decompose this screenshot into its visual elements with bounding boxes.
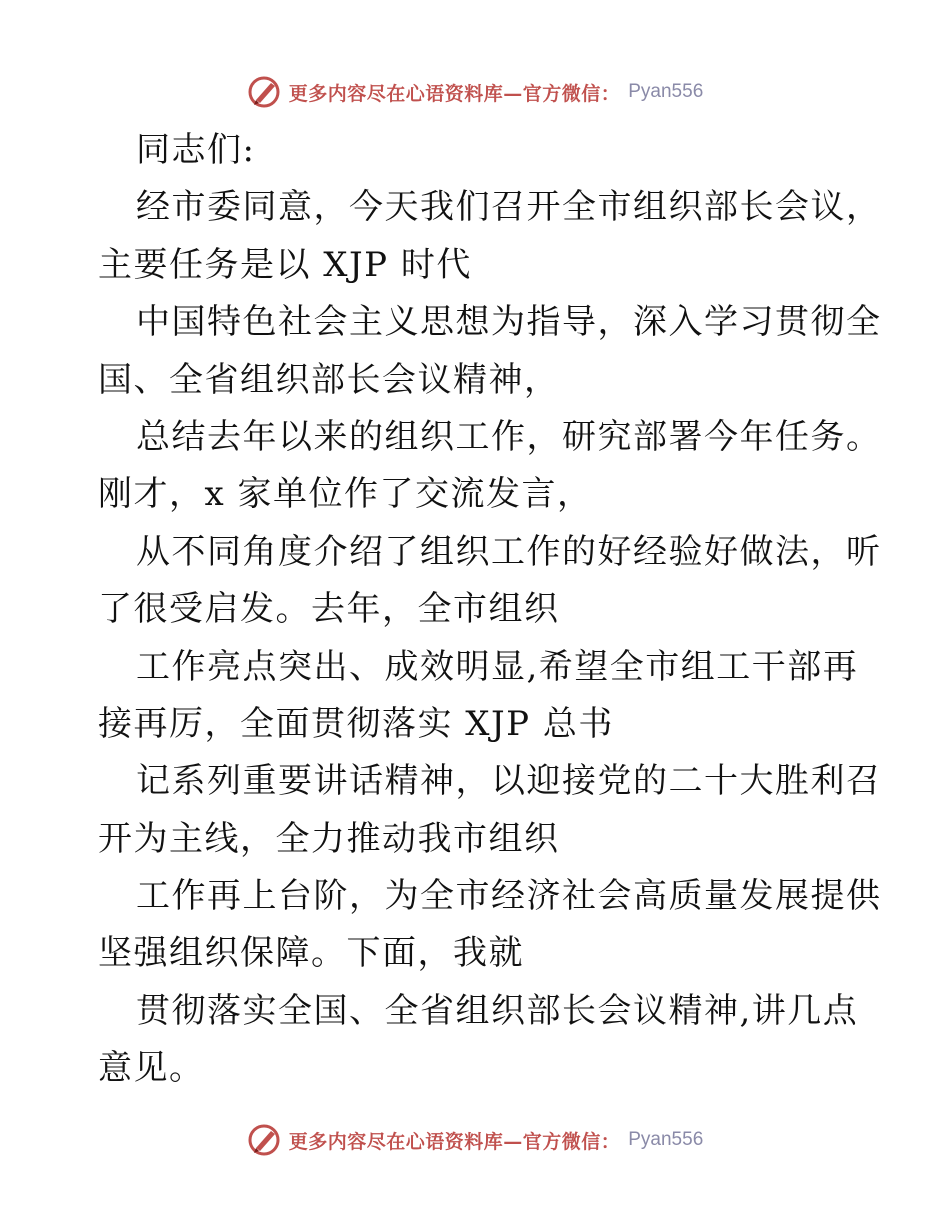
text-line: 工作再上台阶，为全市经济社会高质量发展提供 <box>136 876 882 917</box>
text-line: 主要任务是以 XJP 时代 <box>98 244 472 285</box>
text-line: 中国特色社会主义思想为指导，深入学习贯彻全 <box>136 302 882 343</box>
text-line: 经市委同意，今天我们召开全市组织部长会议， <box>136 187 882 228</box>
text-line: 了很受启发。去年，全市组织 <box>98 589 560 630</box>
pen-logo-icon <box>247 74 283 110</box>
text-line: 总结去年以来的组织工作，研究部署今年任务。 <box>136 416 882 457</box>
watermark-id: Pyan556 <box>628 1129 704 1150</box>
watermark-text: 更多内容尽在心语资料库—官方微信： <box>288 82 621 105</box>
pen-logo-icon <box>247 1122 283 1158</box>
document-body <box>98 122 882 1098</box>
watermark-id: Pyan556 <box>628 81 704 102</box>
text-line: 工作亮点突出、成效明显,希望全市组工干部再 <box>136 646 859 687</box>
text-line: 开为主线，全力推动我市组织 <box>98 818 560 859</box>
text-line: 接再厉，全面贯彻落实 XJP 总书 <box>98 703 614 744</box>
text-line: 意见。 <box>98 1048 205 1089</box>
text-line: 从不同角度介绍了组织工作的好经验好做法，听 <box>136 531 882 572</box>
text-line: 国、全省组织部长会议精神， <box>98 359 560 400</box>
text-line: 同志们: <box>136 130 256 170</box>
text-line: 刚才，x 家单位作了交流发言， <box>98 474 593 515</box>
watermark-footer <box>0 1120 950 1160</box>
watermark-header <box>0 72 950 112</box>
watermark-text: 更多内容尽在心语资料库—官方微信： <box>288 1130 621 1153</box>
text-line: 记系列重要讲话精神，以迎接党的二十大胜利召 <box>136 761 882 802</box>
text-line: 贯彻落实全国、全省组织部长会议精神,讲几点 <box>136 990 859 1031</box>
text-line: 坚强组织保障。下面，我就 <box>98 933 524 974</box>
